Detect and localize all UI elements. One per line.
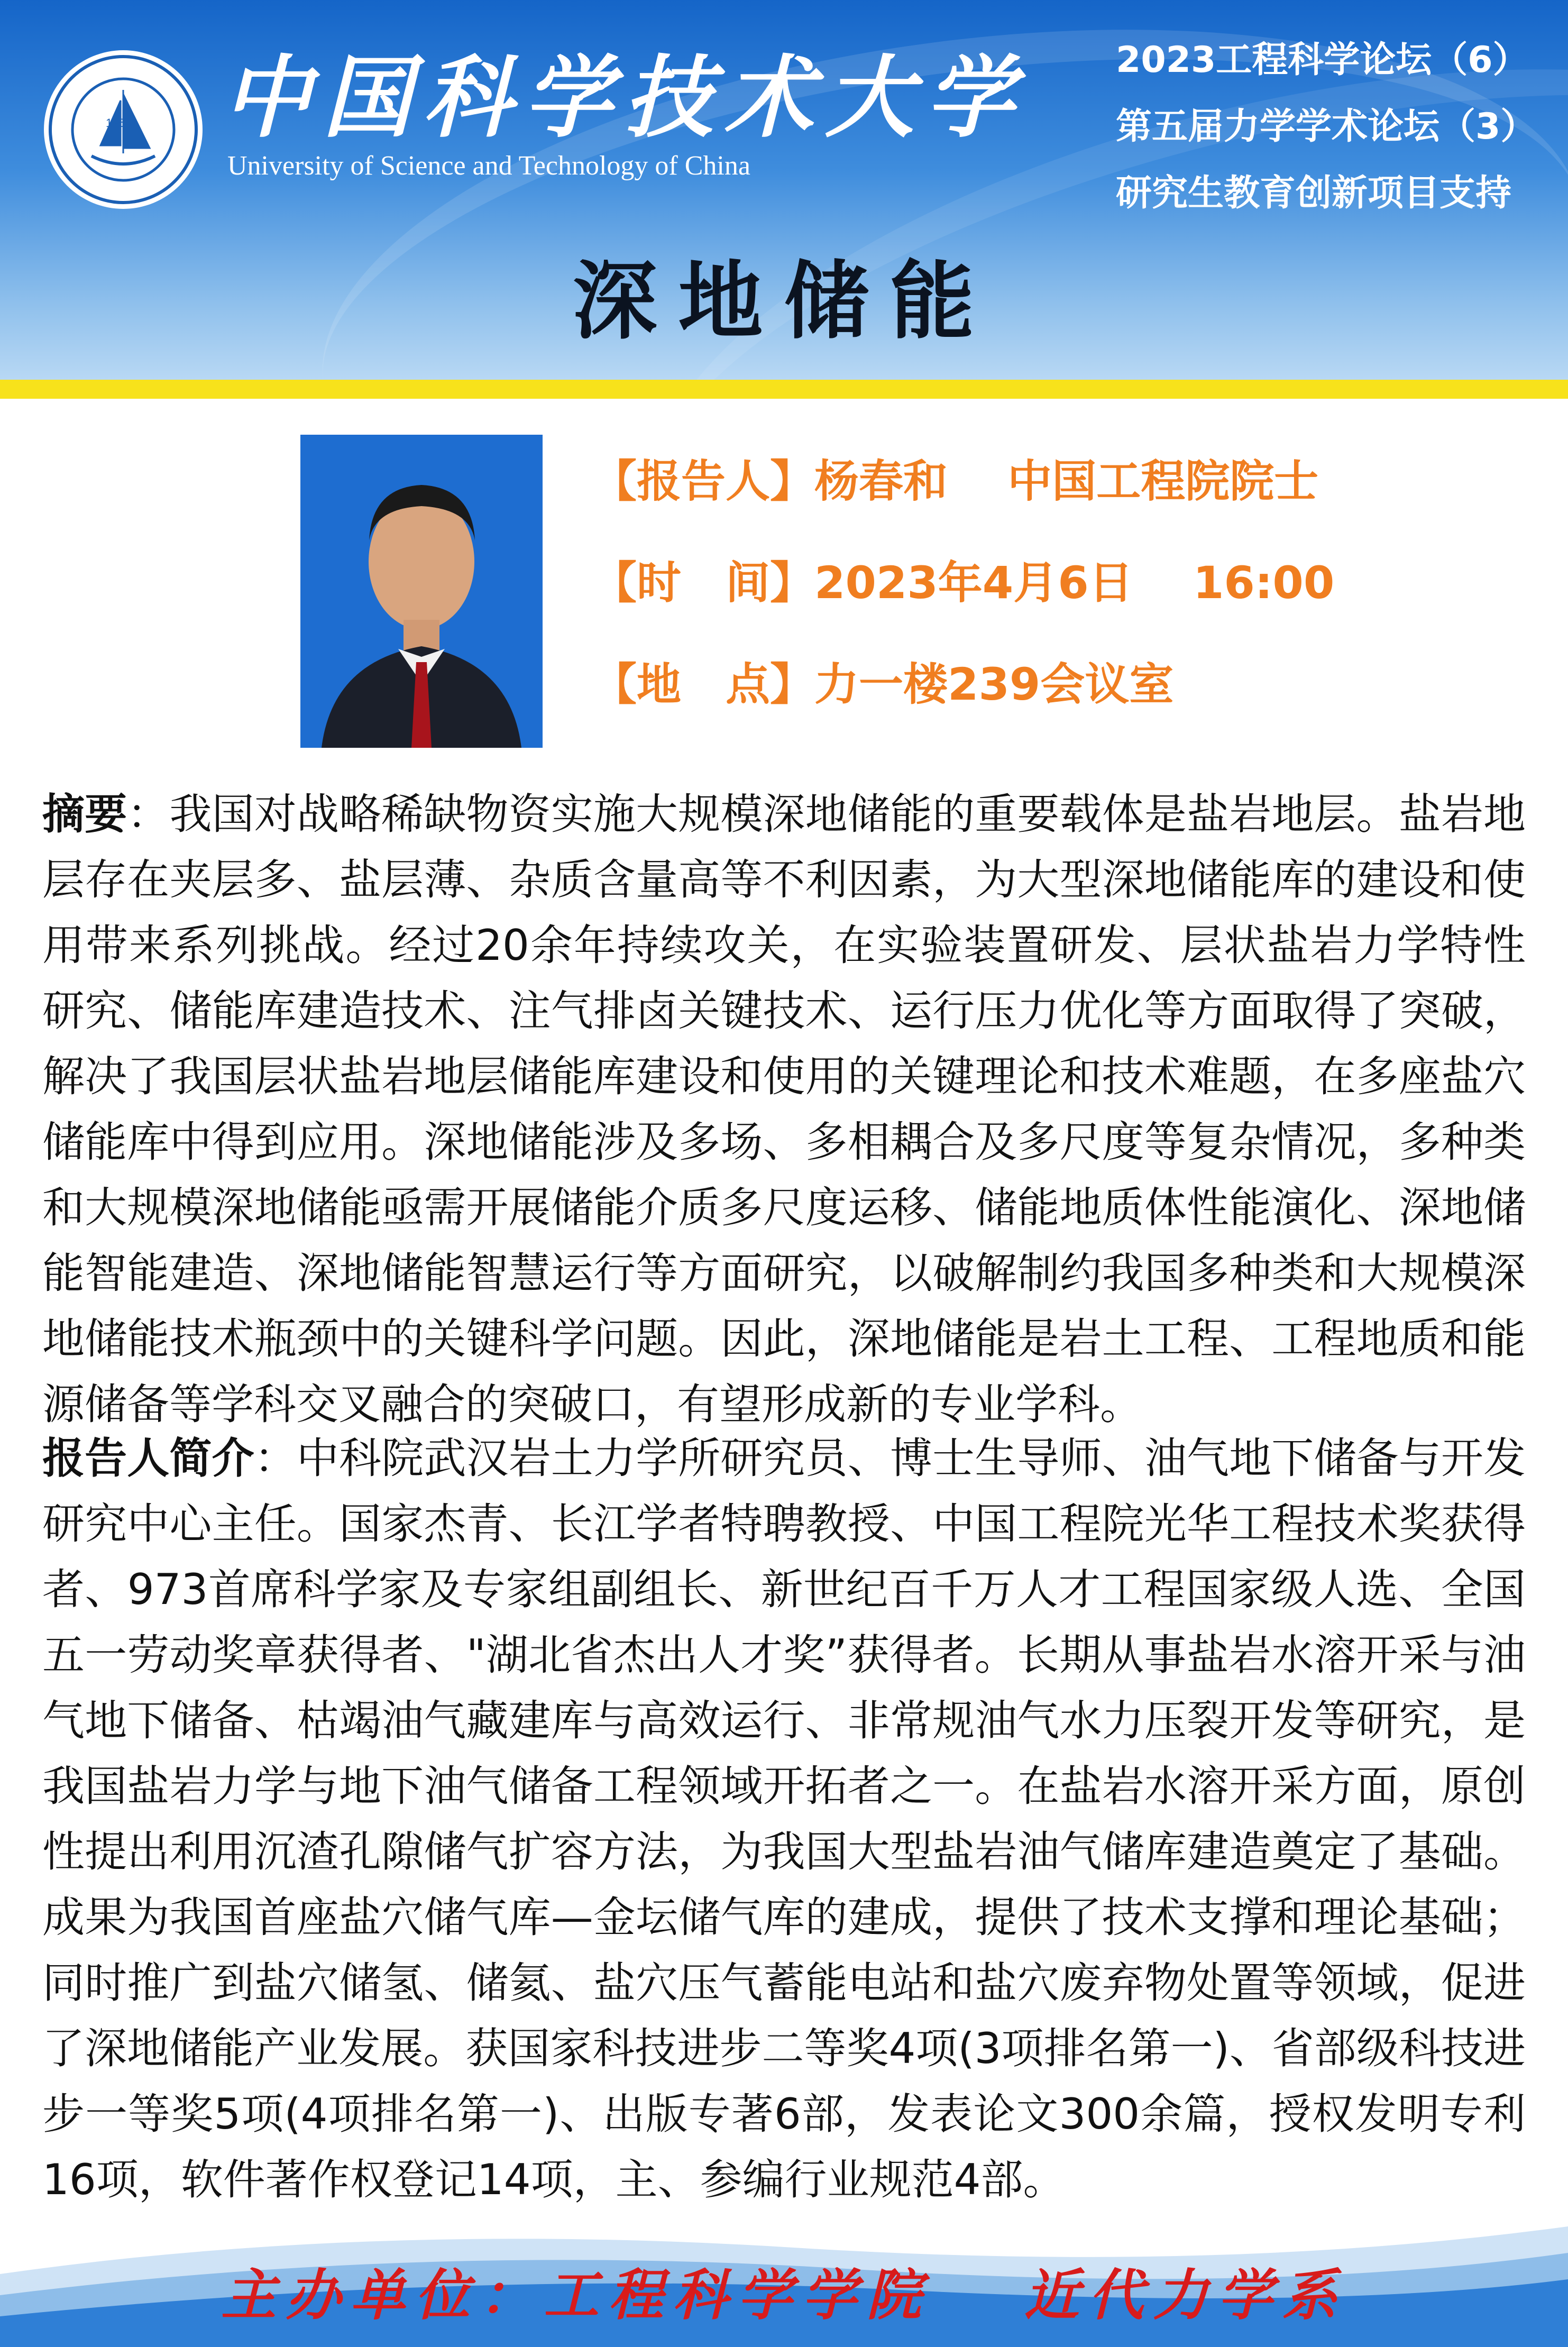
forum-info	[1116, 39, 1549, 242]
forum-line: 2023工程科学论坛（6）	[1116, 39, 1529, 81]
header-divider-stripe	[0, 380, 1568, 399]
time-value: 2023年4月6日 16:00	[814, 557, 1335, 609]
abstract-label: 摘要	[42, 790, 127, 839]
bio-paragraph	[42, 1426, 1526, 2213]
seal-year: 1958	[106, 116, 132, 130]
forum-line: 第五届力学学术论坛（3）	[1116, 106, 1537, 148]
header-banner	[0, 0, 1568, 380]
university-name-en: University of Science and Technology of China	[227, 151, 750, 181]
forum-line: 研究生教育创新项目支持	[1116, 172, 1512, 214]
time-row	[592, 557, 1335, 609]
organizer-text: 主办单位：工程科学学院 近代力学系	[221, 2262, 1347, 2327]
place-row	[592, 658, 1334, 710]
reporter-row	[592, 455, 1334, 507]
abstract-text: ：我国对战略稀缺物资实施大规模深地储能的重要载体是盐岩地层。盐岩地层存在夹层多、盐层薄、杂质含量高等不利因素，为大型深地储能库的建设和使用带来系列挑战。经过20余年持续攻关，在实验装置研发、层状盐岩力学特性研究、储能库建造技术、注气排卤关键技术、运行压力优化等方面取得了突破，解决了我国层状盐岩地层储能库建设和使用的关键理论和技术难题，在多座盐穴储能库中得到应用。深地储能涉及多场、多相耦合及多尺度等复杂情况，多种类和大规模深地储能亟需开展储能介质多尺度运移、储能地质体性能演化、深地储能智能建造、深地储能智慧运行等方面研究，以破解制约我国多种类和大规模深地储能技术瓶颈中的关键科学问题。因此，深地储能是岩土工程、工程地质和能源储备等学科交叉融合的突破口，有望形成新的专业学科。	[42, 790, 1526, 1429]
bio-label: 报告人简介	[42, 1434, 254, 1483]
speaker-portrait-icon	[300, 435, 543, 748]
reporter-value: 杨春和 中国工程院院士	[814, 455, 1319, 507]
time-label: 【时 间】	[592, 557, 815, 609]
speaker-photo	[300, 435, 543, 748]
university-seal-icon	[41, 48, 205, 212]
place-label: 【地 点】	[592, 658, 815, 710]
page-title: 深地储能	[572, 252, 996, 351]
reporter-label: 【报告人】	[592, 455, 815, 507]
university-name-cn: 中国科学技术大学	[222, 45, 1026, 150]
talk-info	[592, 455, 1335, 764]
abstract-paragraph	[42, 782, 1526, 1437]
bio-text: ：中科院武汉岩土力学所研究员、博士生导师、油气地下储备与开发研究中心主任。国家杰青、长江学者特聘教授、中国工程院光华工程技术奖获得者、973首席科学家及专家组副组长、新世纪百千万人才工程国家级人选、全国五一劳动奖章获得者、"湖北省杰出人才奖”获得者。长期从事盐岩水溶开采与油气地下储备、枯竭油气藏建库与高效运行、非常规油气水力压裂开发等研究，是我国盐岩力学与地下油气储备工程领域开拓者之一。在盐岩水溶开采方面，原创性提出利用沉渣孔隙储气扩容方法，为我国大型盐岩油气储库建造奠定了基础。成果为我国首座盐穴储气库—金坛储气库的建成，提供了技术支撑和理论基础；同时推广到盐穴储氢、储氦、盐穴压气蓄能电站和盐穴废弃物处置等领域，促进了深地储能产业发展。获国家科技进步二等奖4项(3项排名第一)、省部级科技进步一等奖5项(4项排名第一)、出版专著6部，发表论文300余篇，授权发明专利16项，软件著作权登记14项，主、参编行业规范4部。	[42, 1434, 1526, 2204]
place-value: 力一楼239会议室	[814, 658, 1174, 710]
